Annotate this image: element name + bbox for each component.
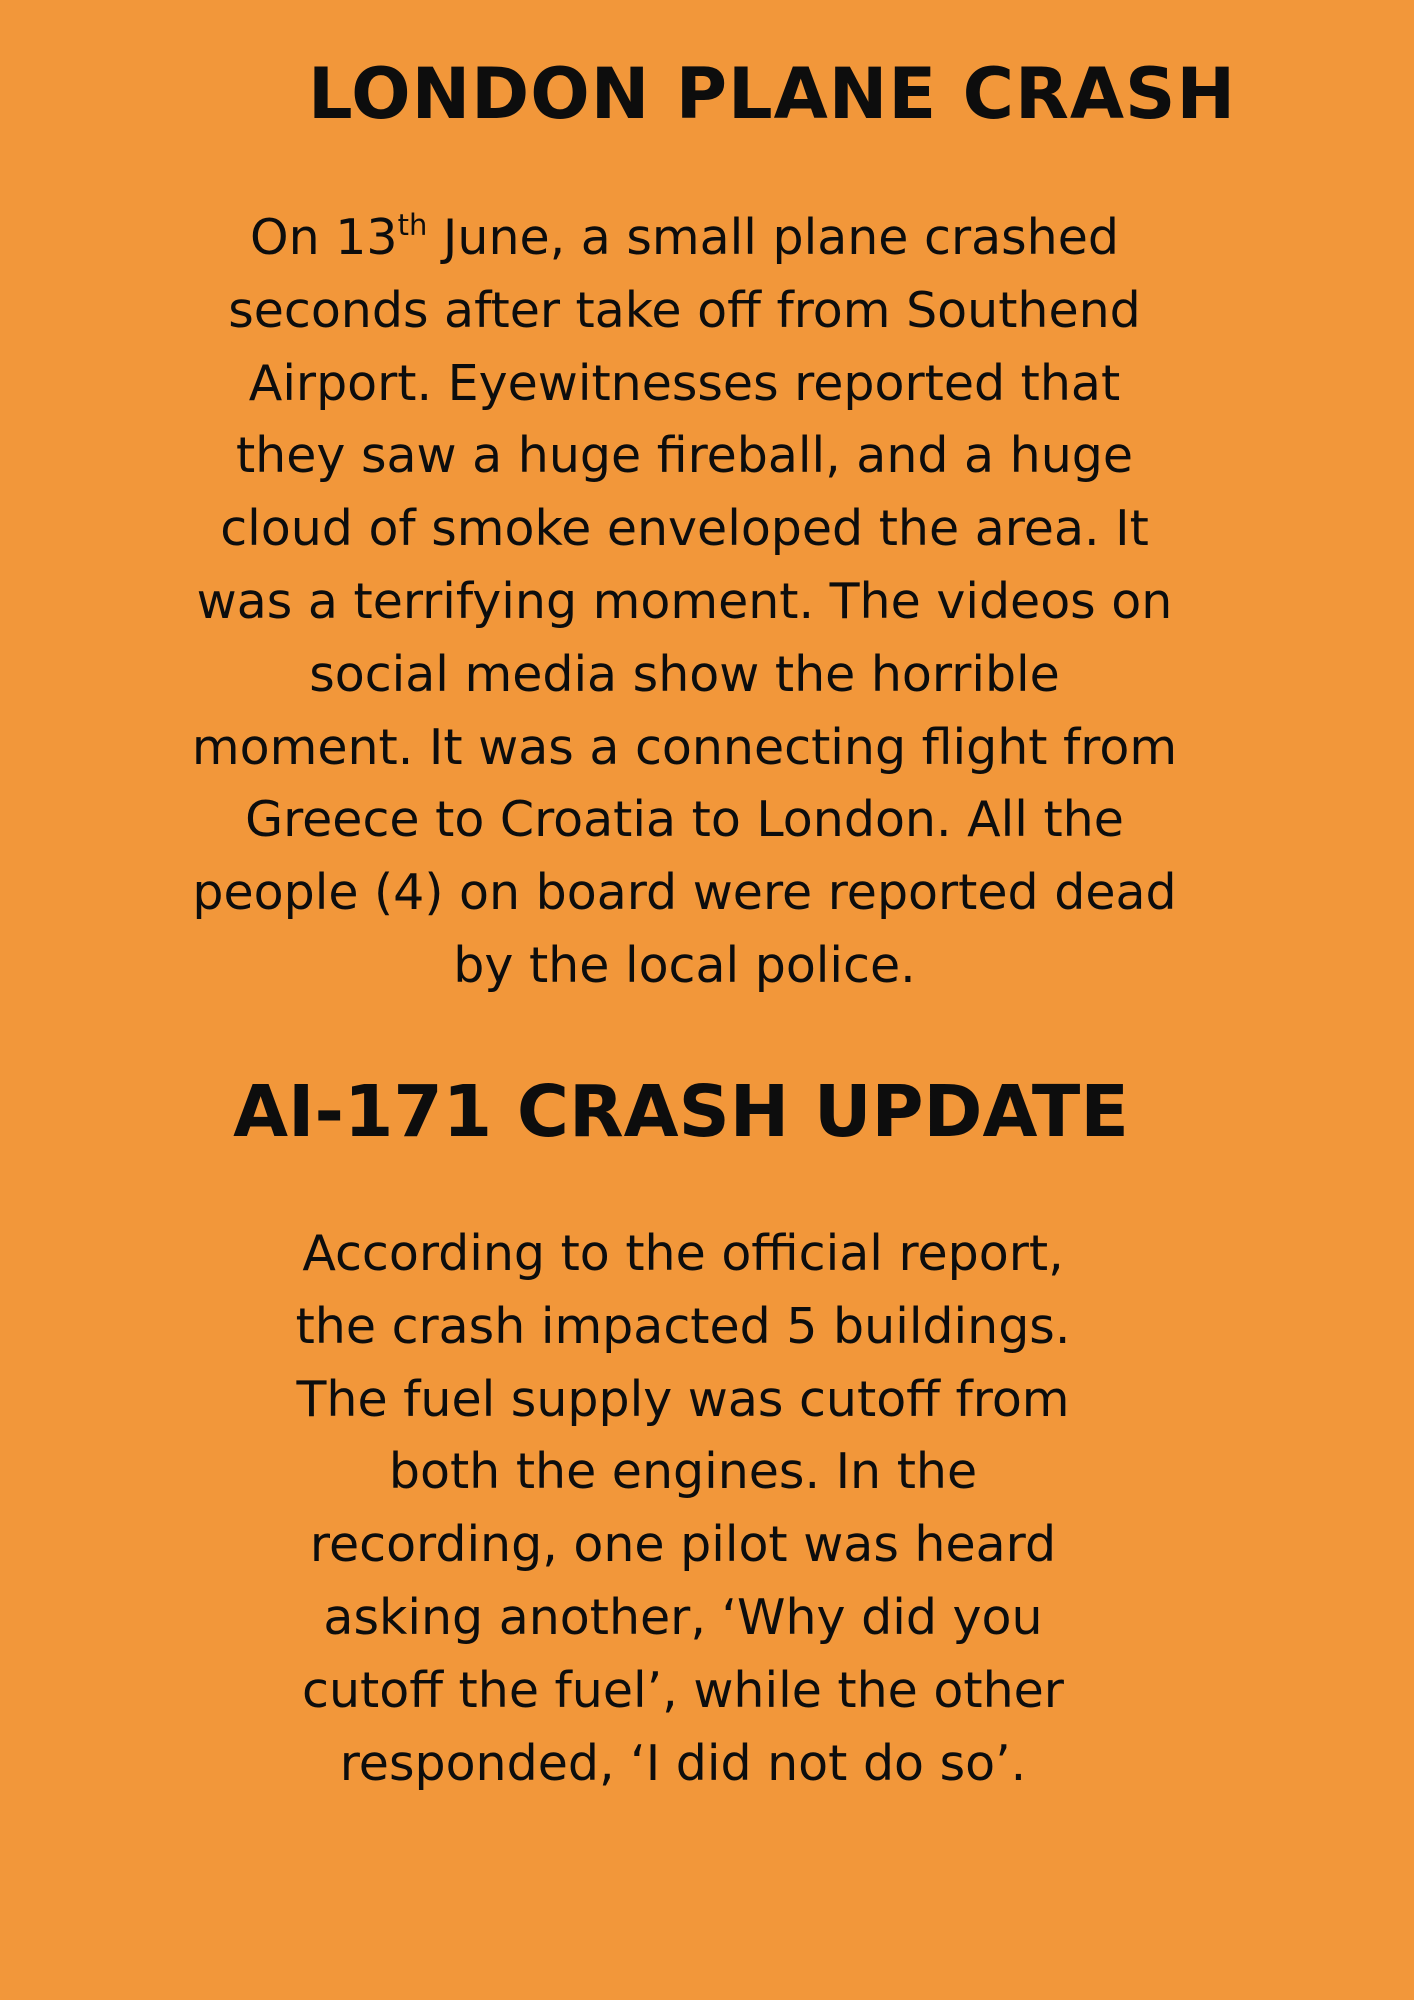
story-line: the crash impacted 5 buildings. [295,1297,1071,1355]
headline-ai171-crash-update: AI-171 CRASH UPDATE [233,1070,1129,1153]
story-line [157,202,1212,275]
headline-london-plane-crash: LONDON PLANE CRASH [307,53,1237,135]
story-line: social media show the horrible [309,645,1060,703]
story-london-plane-crash [157,202,1212,1003]
story-ai171-crash-update [260,1218,1106,1800]
story-line: asking another, ‘Why did you [323,1588,1043,1646]
story-line: Airport. Eyewitnesses reported that [248,354,1121,412]
story-line-text: On 13 [250,209,398,266]
story-line: moment. It was a connecting flight from [191,718,1178,776]
story-line: responded, ‘I did not do so’. [339,1734,1027,1792]
story-line: people (4) on board were reported dead [192,864,1177,922]
story-line: was a terrifying moment. The videos on [196,572,1173,630]
story-line-text: June, a small plane crashed [427,209,1119,266]
story-line: Greece to Croatia to London. All the [245,791,1124,849]
story-line: cutoff the fuel’, while the other [302,1661,1064,1719]
story-line: both the engines. In the [388,1443,978,1501]
story-line: by the local police. [453,936,916,994]
story-line: seconds after take off from Southend [228,281,1141,339]
story-line: they saw a huge fireball, and a huge [235,427,1134,485]
story-line: cloud of smoke enveloped the area. It [220,500,1149,558]
story-line: According to the official report, [302,1225,1064,1282]
story-line: recording, one pilot was heard [309,1516,1057,1574]
ordinal-suffix: th [397,208,428,242]
story-line: The fuel supply was cutoff from [296,1370,1070,1428]
